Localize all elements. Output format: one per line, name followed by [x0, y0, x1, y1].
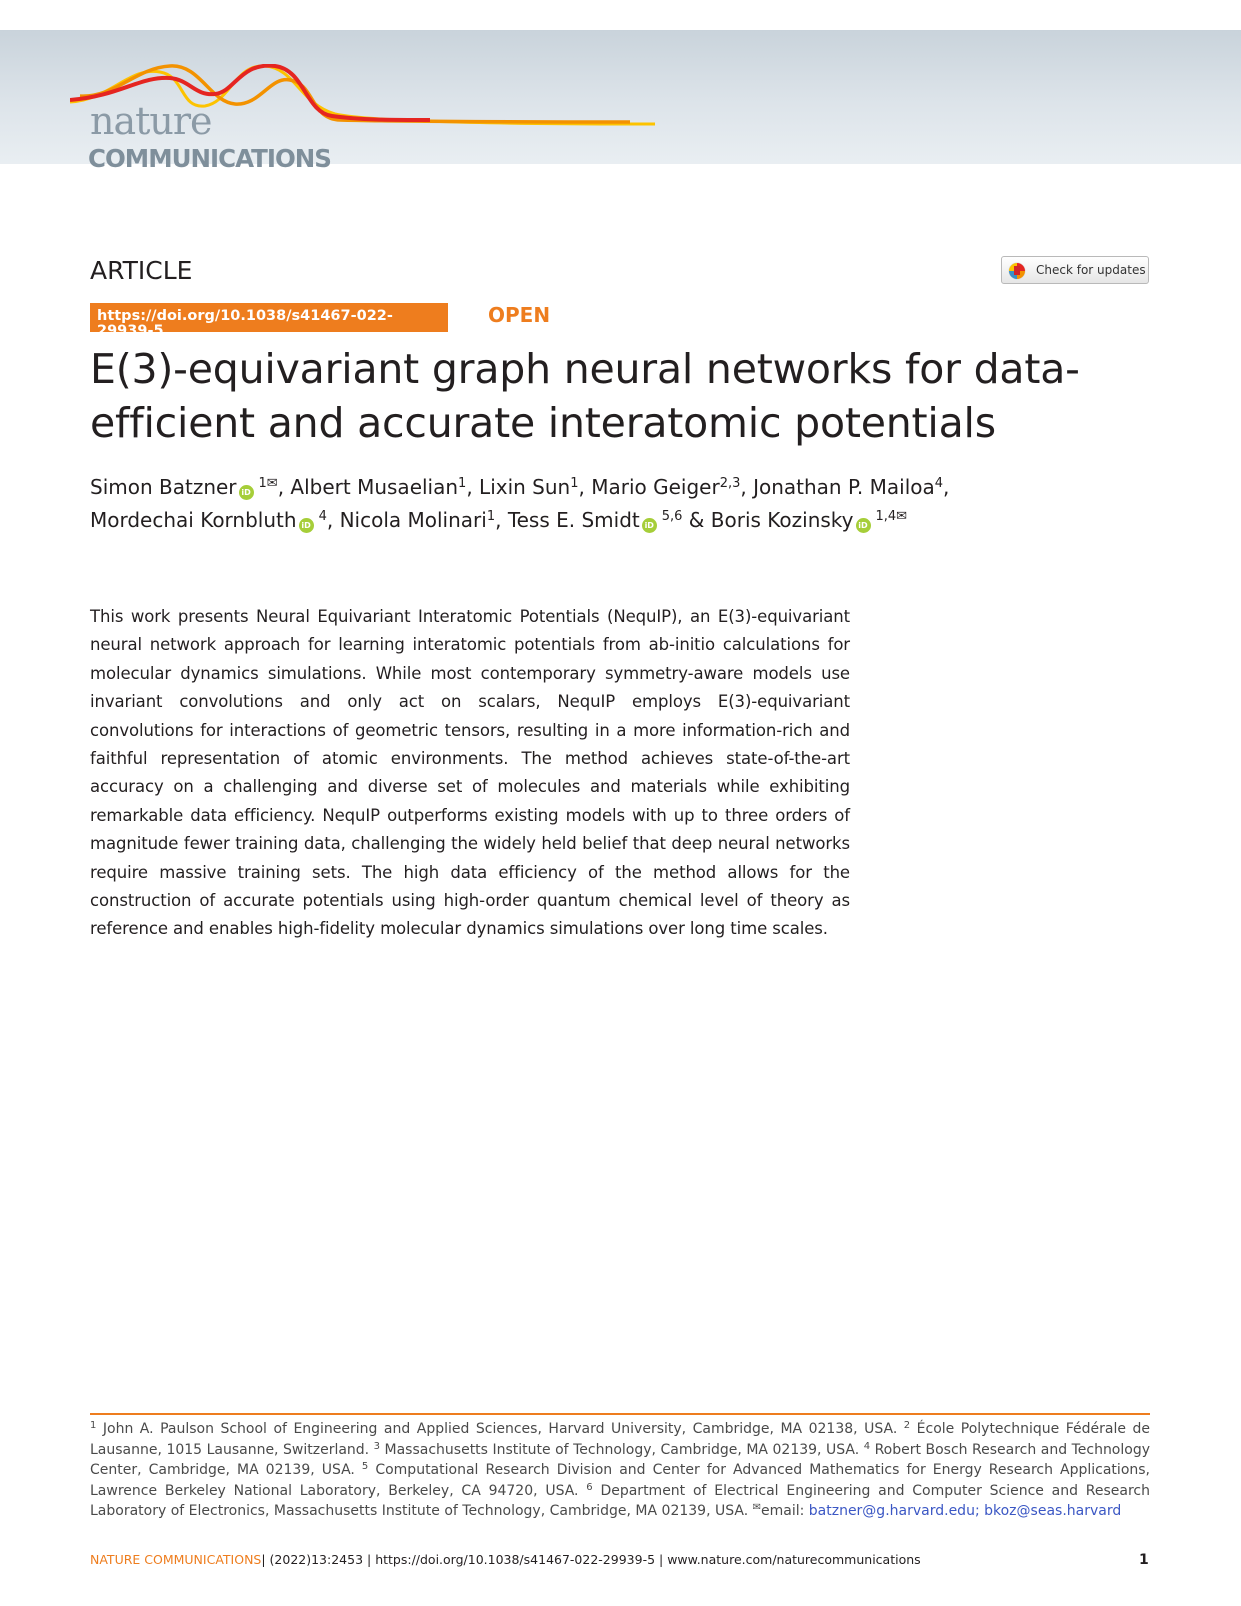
article-title: E(3)-equivariant graph neural networks for data-efficient and accurate interatomic potentials [90, 345, 1080, 447]
author-name[interactable]: Albert Musaelian [290, 475, 459, 499]
logo-communications-text: COMMUNICATIONS [88, 144, 331, 173]
author-affiliation-marker: 1 [570, 476, 579, 491]
email-label: email: [760, 1503, 809, 1520]
affiliation-number: 6 [586, 1481, 593, 1493]
doi-link[interactable]: https://doi.org/10.1038/s41467-022-29939-5 [90, 303, 448, 332]
author-name[interactable]: Mario Geiger [591, 475, 720, 499]
author-name[interactable]: Simon Batzner [90, 475, 237, 499]
affiliation-number: 4 [863, 1440, 871, 1452]
author-name[interactable]: Boris Kozinsky [710, 508, 854, 532]
orcid-icon[interactable]: iD [239, 485, 254, 500]
orcid-icon[interactable]: iD [299, 518, 314, 533]
author-list: Simon Batzner $iD^{1✉}$, Albert Musaelian$^1$, Lixin Sun$^1$, Mario Geiger$^{2,3}$, Jonathan P. Mailoa$^4$, Mordechai Kornbluth $iD^4$, Nicola Molinari$^1$, Tess E. Smidt iD$^{5,6}$ & Boris Kozinsky $iD^{1,4✉}$ [90, 475, 950, 532]
author-name[interactable]: Nicola Molinari [339, 508, 487, 532]
logo-nature-text: nature [90, 99, 212, 143]
affiliation-number: 3 [373, 1440, 381, 1452]
affiliation-text: Massachusetts Institute of Technology, Cambridge, MA 02139, USA. [380, 1441, 864, 1458]
footer-citation: | (2022)13:2453 | https://doi.org/10.1038/s41467-022-29939-5 | www.nature.com/naturecommunications [261, 1552, 921, 1567]
page-number: 1 [1139, 1552, 1149, 1568]
affiliation-text: John A. Paulson School of Engineering and Applied Sciences, Harvard University, Cambridge, MA 02138, USA. [96, 1421, 904, 1437]
orcid-icon[interactable]: iD [856, 518, 871, 533]
author-affiliation-marker: 4 [934, 476, 944, 491]
author-affiliation-marker: 1✉ [258, 476, 278, 491]
author-affiliation-marker: 1 [458, 476, 467, 491]
journal-banner [0, 30, 1241, 173]
author-affiliation-marker: 1,4✉ [875, 509, 908, 524]
email-link[interactable]: batzner@g.harvard.edu; [808, 1503, 980, 1520]
affiliation-text: Computational Research Division and Center for Advanced Mathematics for Energy Research Applications, Lawrence Berkeley National Laboratory, Berkeley, CA 94720, USA. [90, 1462, 1150, 1499]
author-affiliation-marker: 5,6 [661, 509, 683, 524]
page-footer [90, 1554, 921, 1567]
footer-journal-name: NATURE COMMUNICATIONS [90, 1552, 262, 1567]
author-affiliation-marker: 4 [318, 509, 327, 524]
open-access-label: OPEN [488, 303, 551, 327]
crossmark-icon [1008, 262, 1026, 280]
abstract: This work presents Neural Equivariant Interatomic Potentials (NequIP), an E(3)-equivariant neural network approach for learning interatomic potentials from ab-initio calculations for molecular dynamics simulations. While most contemporary symmetry-aware models use invariant convolutions and only act on scalars, NequIP employs E(3)-equivariant convolutions for interactions of geometric tensors, resulting in a more information-rich and faithful representation of atomic environments. The method achieves state-of-the-art accuracy on a challenging and diverse set of molecules and materials while exhibiting remarkable data efficiency. NequIP outperforms existing models with up to three orders of magnitude fewer training data, challenging the widely held belief that deep neural networks require massive training sets. The high data efficiency of the method allows for the construction of accurate potentials using high-order quantum chemical level of theory as reference and enables high-fidelity molecular dynamics simulations over long time scales. [90, 607, 850, 939]
affiliation-number: 2 [903, 1420, 911, 1431]
check-for-updates-button[interactable] [1001, 256, 1149, 284]
envelope-icon: ✉ [752, 1502, 761, 1514]
email-link[interactable]: bkoz@seas.harvard [984, 1503, 1122, 1520]
orcid-icon[interactable]: iD [642, 518, 657, 533]
author-name[interactable]: Lixin Sun [479, 475, 571, 499]
affiliation-text: Robert Bosch Research and Technology Center, Cambridge, MA 02139, USA. [90, 1441, 1151, 1479]
affiliation-number: 1 [90, 1420, 97, 1431]
affiliation-number: 5 [361, 1461, 369, 1473]
author-name[interactable]: Mordechai Kornbluth [90, 508, 297, 532]
check-for-updates-label: Check for updates [1036, 263, 1146, 277]
affiliation-text: École Polytechnique Fédérale de Lausanne, 1015 Lausanne, Switzerland. [90, 1421, 1150, 1458]
author-name[interactable]: Tess E. Smidt [507, 508, 640, 532]
author-name[interactable]: Jonathan P. Mailoa [753, 475, 935, 499]
affiliations [90, 1419, 1150, 1522]
affiliation-text: Department of Electrical Engineering and Computer Science and Research Laboratory of Electronics, Massachusetts Institute of Technology, Cambridge, MA 02139, USA. [90, 1482, 1151, 1520]
affiliations-divider [90, 1413, 1150, 1415]
author-affiliation-marker: 2,3 [719, 476, 741, 491]
author-affiliation-marker: 1 [486, 509, 496, 524]
article-type: ARTICLE [90, 256, 193, 285]
